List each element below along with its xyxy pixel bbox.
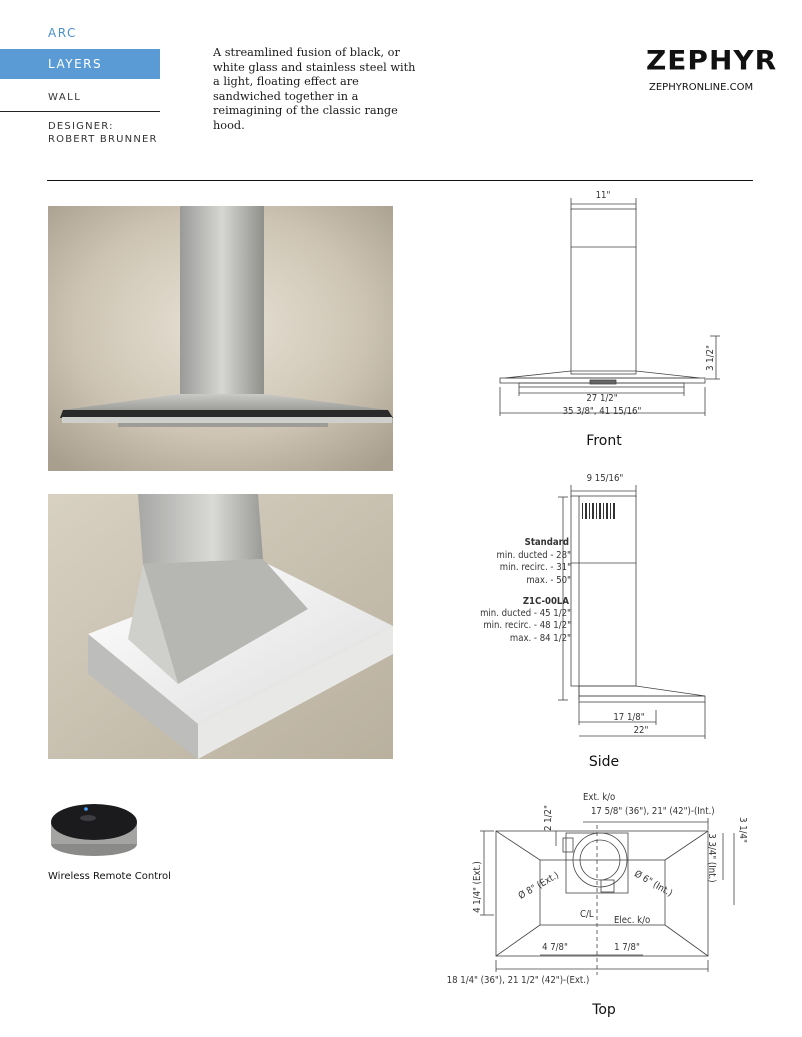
nav-item-layers[interactable]: LAYERS bbox=[0, 49, 160, 79]
side-standard-line-2: min. recirc. - 31" bbox=[499, 562, 571, 573]
side-standard-line-3: max. - 50" bbox=[526, 575, 571, 586]
top-caption: Top bbox=[592, 1002, 616, 1018]
designer-name: ROBERT BRUNNER bbox=[48, 134, 158, 145]
designer-label: DESIGNER: bbox=[48, 121, 114, 132]
top-ext-ko: Ext. k/o bbox=[583, 792, 616, 803]
side-top-depth: 9 15/16" bbox=[586, 473, 624, 484]
top-duct-int: Ø 6" (Int.) bbox=[632, 868, 675, 900]
side-ext-title: Z1C-00LA bbox=[522, 596, 569, 607]
top-elec-ko: Elec. k/o bbox=[614, 915, 651, 926]
side-standard-title: Standard bbox=[524, 537, 569, 548]
side-ext-line-2: min. recirc. - 48 1/2" bbox=[483, 620, 571, 631]
nav-item-wall[interactable]: WALL bbox=[0, 92, 160, 112]
top-right-b: 3 1/4" bbox=[737, 817, 748, 843]
top-duct-ext: Ø 8" (Ext.) bbox=[516, 869, 561, 902]
brand-logo: ZEPHYR bbox=[646, 44, 778, 77]
top-ext-width: 18 1/4" (36"), 21 1/2" (42")-(Ext.) bbox=[446, 975, 590, 986]
top-left-depth: 4 1/4" (Ext.) bbox=[472, 861, 483, 913]
top-bottom-right: 1 7/8" bbox=[614, 942, 640, 953]
side-outer-depth: 22" bbox=[633, 725, 649, 736]
front-outer-width: 35 3/8", 41 15/16" bbox=[562, 406, 642, 417]
front-height: 3 1/2" bbox=[705, 345, 716, 371]
front-top-width: 11" bbox=[595, 190, 611, 201]
top-bottom-left: 4 7/8" bbox=[542, 942, 568, 953]
website-link[interactable]: ZEPHYRONLINE.COM bbox=[649, 82, 754, 93]
product-description: A streamlined fusion of black, or white glass and stainless steel with a light, floating effect are sandwiched together in a reimagining of the classic range hood. bbox=[213, 46, 416, 132]
side-standard-line-1: min. ducted - 28" bbox=[496, 550, 571, 561]
side-ext-line-1: min. ducted - 45 1/2" bbox=[480, 608, 571, 619]
remote-caption: Wireless Remote Control bbox=[48, 871, 171, 882]
top-int-width: 17 5/8" (36"), 21" (42")-(Int.) bbox=[591, 806, 715, 817]
side-inner-depth: 17 1/8" bbox=[613, 712, 645, 723]
side-caption: Side bbox=[588, 754, 620, 770]
top-dim-2-half: 2 1/2" bbox=[543, 805, 554, 831]
front-inner-width: 27 1/2" bbox=[586, 393, 618, 404]
nav-item-arc[interactable]: ARC bbox=[48, 26, 77, 40]
top-right-a: 3 3/4" (Int.) bbox=[706, 833, 717, 883]
front-caption: Front bbox=[586, 433, 622, 449]
side-ext-line-3: max. - 84 1/2" bbox=[509, 633, 571, 644]
top-centerline: C/L bbox=[580, 909, 594, 920]
barcode-label bbox=[582, 503, 615, 519]
